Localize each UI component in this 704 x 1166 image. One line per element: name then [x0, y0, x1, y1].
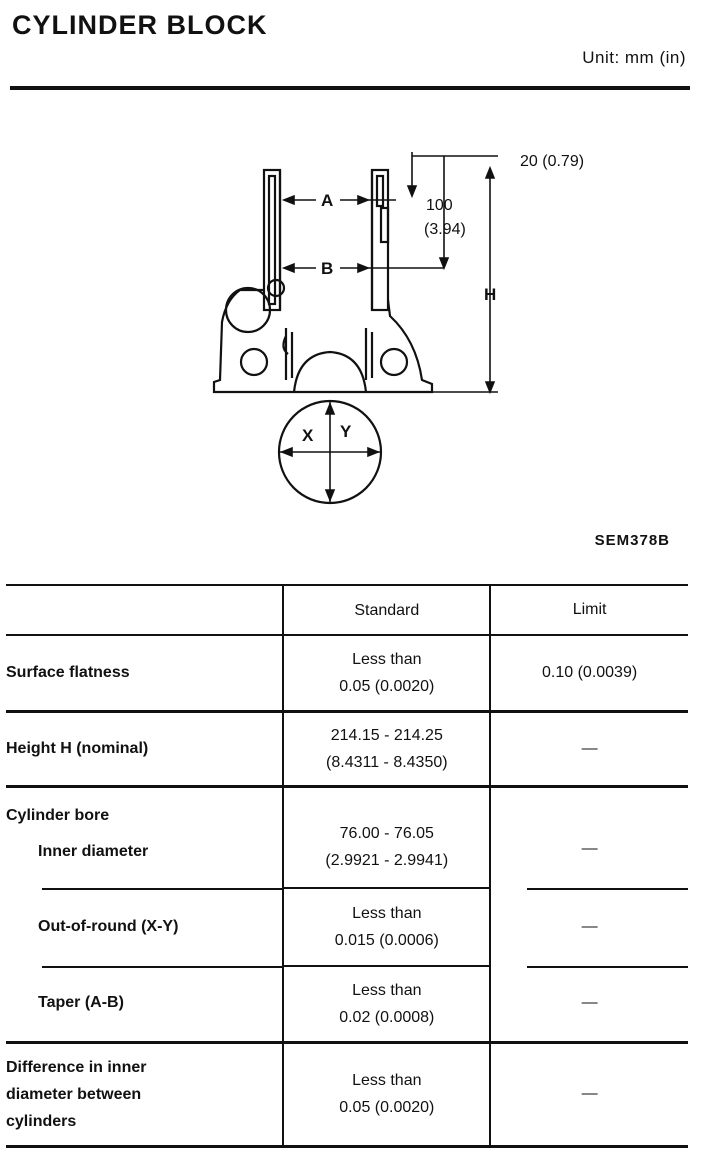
right-oil-hole: [381, 349, 407, 375]
row-limit: [490, 786, 688, 888]
header-limit: Limit: [490, 585, 688, 635]
figure-code: SEM378B: [594, 532, 670, 549]
row-limit: —: [490, 966, 688, 1042]
row-item-label: Taper (A-B): [38, 994, 124, 1012]
row-item: Height H (nominal): [6, 711, 283, 786]
row-item: Inner diameter: [38, 842, 149, 860]
row-standard: [283, 786, 490, 888]
table-row: [6, 888, 688, 966]
row-limit: —: [490, 711, 688, 786]
item-line-3: cylinders: [6, 1112, 77, 1130]
cylinder-block-diagram: [200, 140, 680, 510]
y-arrow-top: [326, 404, 334, 414]
item-line-2: diameter between: [6, 1085, 142, 1103]
row-standard: [283, 635, 490, 711]
row-item-label: Out-of-round (X-Y): [38, 918, 179, 935]
table-row: [6, 786, 688, 888]
right-rib: [366, 328, 372, 380]
header-item: [6, 585, 283, 635]
table-row: [6, 966, 688, 1042]
crank-bearing: [294, 352, 366, 392]
y-arrow-bottom: [326, 490, 334, 500]
dim-20-label: 20 (0.79): [520, 153, 585, 170]
b-arrow-left: [284, 264, 294, 272]
row-standard: [283, 1042, 490, 1146]
x-arrow-right: [368, 448, 378, 456]
h-arrow-bottom: [486, 382, 494, 392]
spec-table: [6, 584, 688, 1148]
standard-line-2: 0.015 (0.0006): [334, 932, 439, 949]
row-limit: —: [490, 1042, 688, 1146]
ref-20-arrow: [408, 186, 416, 196]
standard-line-2: (2.9921 - 2.9941): [325, 852, 449, 870]
row-item: [6, 966, 283, 1042]
label-y: Y: [340, 422, 352, 441]
right-wall-slot: [377, 176, 383, 206]
standard-line-1: Less than: [352, 650, 422, 668]
group-label: Cylinder bore: [6, 806, 110, 824]
left-wall-slot: [269, 176, 275, 304]
standard-line-2: (8.4311 - 8.4350): [326, 753, 448, 771]
left-oil-hole: [241, 349, 267, 375]
left-wall-outline: [264, 170, 280, 310]
row-limit: 0.10 (0.0039): [490, 635, 688, 711]
diagram-svg: [200, 140, 680, 510]
table-row: [6, 711, 688, 786]
a-arrow-right: [358, 196, 368, 204]
standard-line-2: 0.05 (0.0020): [339, 1099, 435, 1116]
dim-100-label: 100: [426, 197, 453, 214]
left-rib: [283, 328, 292, 380]
unit-label: Unit: mm (in): [582, 48, 686, 67]
standard-line-1: Less than: [352, 981, 422, 999]
row-item: [6, 888, 283, 966]
right-wall-slot-lower: [381, 208, 388, 242]
table-header-row: [6, 585, 688, 635]
standard-line-1: Less than: [352, 1072, 422, 1089]
dim-100-in-label: (3.94): [424, 221, 466, 238]
row-item: Surface flatness: [6, 635, 283, 711]
b-arrow-right: [358, 264, 368, 272]
row-standard: [283, 711, 490, 786]
row-limit: —: [490, 888, 688, 966]
a-arrow-left: [284, 196, 294, 204]
block-outline: [214, 290, 432, 392]
row-item-group: [6, 786, 283, 888]
label-a: A: [321, 191, 334, 210]
item-line-1: Difference in inner: [6, 1058, 147, 1076]
h-arrow-top: [486, 168, 494, 178]
standard-line-1: Less than: [352, 905, 422, 922]
row-standard: [283, 966, 490, 1042]
label-x: X: [302, 426, 314, 445]
table-row: [6, 1042, 688, 1146]
standard-line-2: 0.02 (0.0008): [339, 1008, 435, 1026]
row-standard: [283, 888, 490, 966]
limit-value: —: [581, 839, 598, 857]
table-row: [6, 635, 688, 711]
label-b: B: [321, 259, 334, 278]
page-title: CYLINDER BLOCK: [12, 10, 268, 40]
ref-100-arrow: [440, 258, 448, 268]
x-arrow-left: [282, 448, 292, 456]
standard-line-1: 76.00 - 76.05: [339, 825, 434, 843]
standard-line-1: 214.15 - 214.25: [330, 726, 443, 744]
title-rule: [10, 86, 690, 90]
header-standard: Standard: [283, 585, 490, 635]
standard-line-2: 0.05 (0.0020): [339, 677, 435, 695]
label-h: H: [484, 285, 497, 304]
row-item: [6, 1042, 283, 1146]
